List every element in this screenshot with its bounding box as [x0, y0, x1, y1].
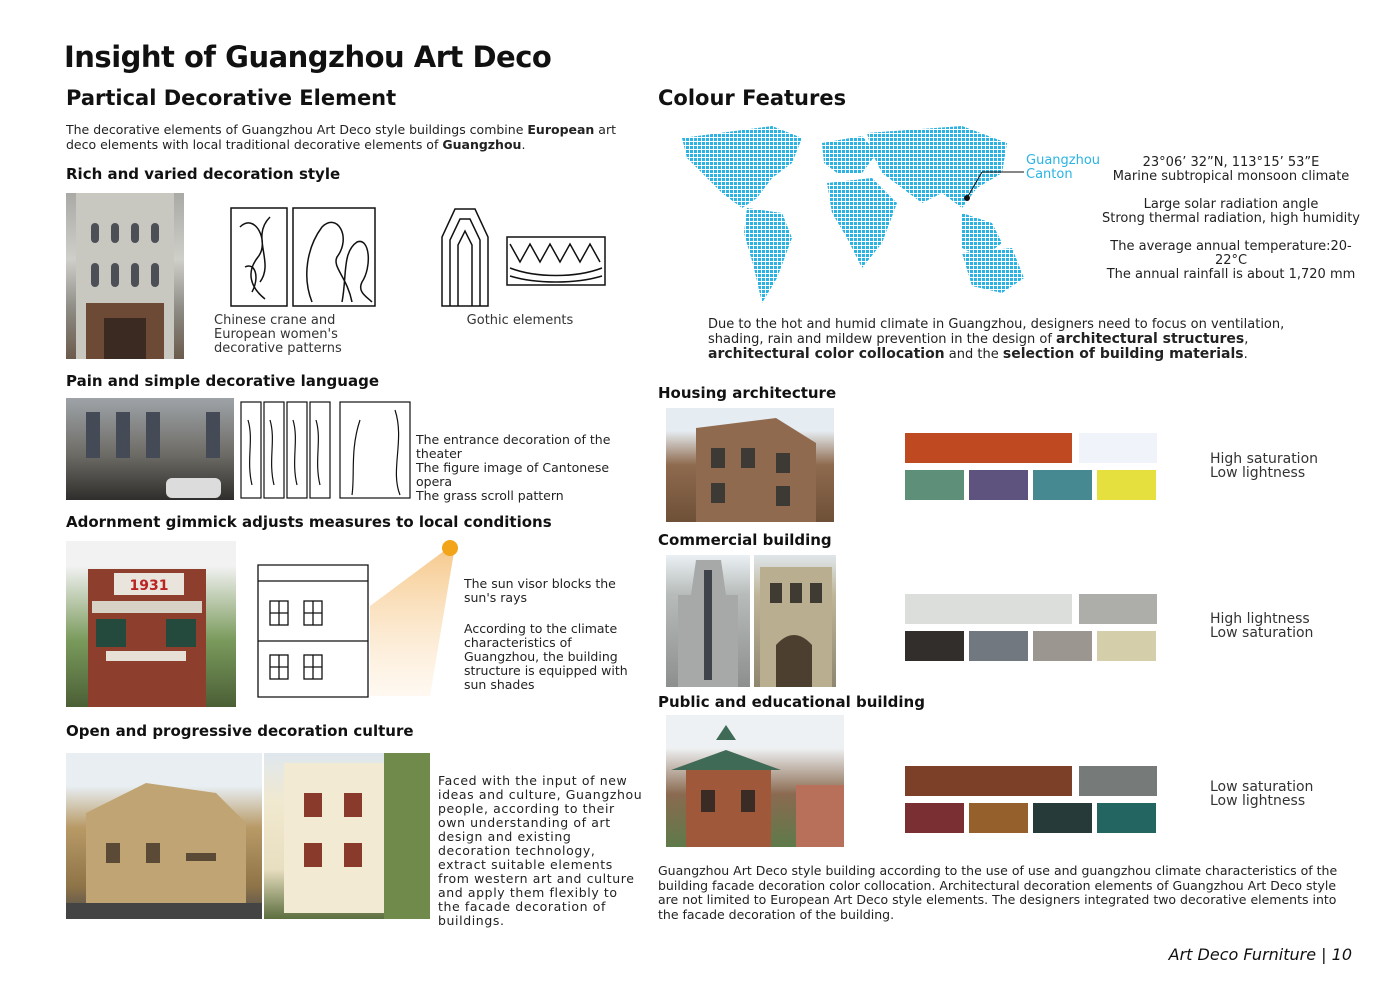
temperature-text: The average annual temperature:20-22°C	[1110, 239, 1352, 268]
swatch-housing-2	[1079, 433, 1157, 463]
caption-sun-visor: The sun visor blocks the sun's rays	[464, 576, 616, 605]
category-heading-public: Public and educational building	[658, 693, 925, 711]
section-heading-adornment: Adornment gimmick adjusts measures to local conditions	[66, 513, 552, 531]
caption-gothic: Gothic elements	[466, 313, 574, 328]
caption-theater: The entrance decoration of the theater	[416, 432, 611, 461]
swatch-commercial-6	[1097, 631, 1156, 661]
swatch-public-6	[1097, 803, 1156, 833]
commercial-note-line-2: Low saturation	[1210, 625, 1314, 641]
swatch-housing-1	[905, 433, 1072, 463]
caption-open-culture: Faced with the input of new ideas and culture, Guangzhou people, according to their own understanding of art design and existing decoration technology, extract suitable elements from western art and culture and apply them flexibly to the facade decoration of buildings.	[438, 773, 643, 928]
housing-photo	[666, 408, 834, 522]
swatch-housing-3	[905, 470, 964, 500]
building-date-label: 1931	[129, 578, 169, 594]
right-heading: Colour Features	[658, 86, 847, 110]
sun-visor-diagram	[256, 563, 370, 699]
public-building-photo	[666, 715, 844, 847]
swatch-public-5	[1033, 803, 1092, 833]
section-heading-rich: Rich and varied decoration style	[66, 165, 341, 183]
swatch-public-4	[969, 803, 1028, 833]
commercial-photo-1	[666, 555, 750, 687]
section-heading-simple: Pain and simple decorative language	[66, 372, 379, 390]
yellow-building-photo	[66, 753, 262, 919]
swatch-commercial-1	[905, 594, 1072, 624]
climate-info-block	[1096, 156, 1366, 282]
caption-list-simple	[416, 433, 646, 503]
commercial-photo-2	[754, 555, 836, 687]
public-note-line-2: Low lightness	[1210, 793, 1306, 809]
world-map	[662, 118, 1042, 310]
caption-opera: The figure image of Cantonese opera	[416, 460, 610, 489]
city-label-canton: Canton	[1026, 167, 1073, 182]
sun-icon	[442, 540, 458, 556]
housing-note	[1210, 452, 1318, 480]
section-heading-open: Open and progressive decoration culture	[66, 722, 414, 740]
map-city-label	[1026, 154, 1100, 182]
theater-photo	[66, 398, 234, 500]
housing-note-line-1: High saturation	[1210, 451, 1319, 467]
white-building-photo	[264, 753, 430, 919]
conclusion-paragraph: Guangzhou Art Deco style building according to the use of use and guangzhou climate characteristics of the building facade decoration color collocation. Architectural decoration elements of Guangzhou Art Deco style are not limited to European Art Deco style elements. The designers integrated two decorative elements into the facade decoration of the building.	[658, 863, 1338, 922]
women-pattern-drawing	[292, 207, 376, 307]
gothic-arch-drawing	[440, 207, 490, 307]
humidity-text: Strong thermal radiation, high humidity	[1101, 211, 1360, 226]
building-1931-photo	[66, 541, 236, 707]
swatch-housing-4	[969, 470, 1028, 500]
caption-climate-structure: According to the climate characteristics of Guangzhou, the building structure is equipped with sun shades	[464, 621, 628, 692]
opera-figures-drawing	[240, 400, 412, 500]
building-photo-1	[66, 193, 184, 359]
swatch-commercial-3	[905, 631, 964, 661]
coordinates-text: 23°06’ 32”N, 113°15’ 53”E	[1142, 155, 1320, 170]
climate-type-text: Marine subtropical monsoon climate	[1112, 169, 1350, 184]
gothic-frieze-drawing	[506, 236, 606, 286]
rainfall-text: The annual rainfall is about 1,720 mm	[1106, 267, 1356, 282]
sun-rays-graphic	[370, 536, 462, 696]
swatch-commercial-2	[1079, 594, 1157, 624]
swatch-public-3	[905, 803, 964, 833]
caption-scroll: The grass scroll pattern	[416, 488, 564, 503]
continents	[682, 126, 1024, 303]
building-facade-illustration	[66, 193, 184, 359]
swatch-commercial-5	[1033, 631, 1092, 661]
housing-note-line-2: Low lightness	[1210, 465, 1306, 481]
page-title: Insight of Guangzhou Art Deco	[64, 40, 552, 74]
swatch-public-2	[1079, 766, 1157, 796]
commercial-note-line-1: High lightness	[1210, 611, 1310, 627]
swatch-public-1	[905, 766, 1072, 796]
commercial-note	[1210, 612, 1313, 640]
swatch-commercial-4	[969, 631, 1028, 661]
public-note-line-1: Low saturation	[1210, 779, 1314, 795]
category-heading-commercial: Commercial building	[658, 531, 832, 549]
caption-crane-pattern: Chinese crane and European women's decorative patterns	[214, 313, 342, 356]
category-heading-housing: Housing architecture	[658, 384, 837, 402]
page-footer: Art Deco Furniture | 10	[1168, 945, 1352, 964]
crane-pattern-drawing	[230, 207, 288, 307]
city-label-guangzhou: Guangzhou	[1026, 153, 1101, 168]
swatch-housing-5	[1033, 470, 1092, 500]
swatch-housing-6	[1097, 470, 1156, 500]
left-heading: Partical Decorative Element	[66, 86, 397, 110]
public-note	[1210, 780, 1313, 808]
solar-angle-text: Large solar radiation angle	[1143, 197, 1319, 212]
climate-paragraph: Due to the hot and humid climate in Guangzhou, designers need to focus on ventilation, shading, rain and mildew prevention in the design of architectural structures, architectural color collocation and the selection of building materials.	[708, 317, 1285, 362]
intro-paragraph: The decorative elements of Guangzhou Art Deco style buildings combine European art deco elements with local traditional decorative elements of Guangzhou.	[66, 122, 617, 152]
